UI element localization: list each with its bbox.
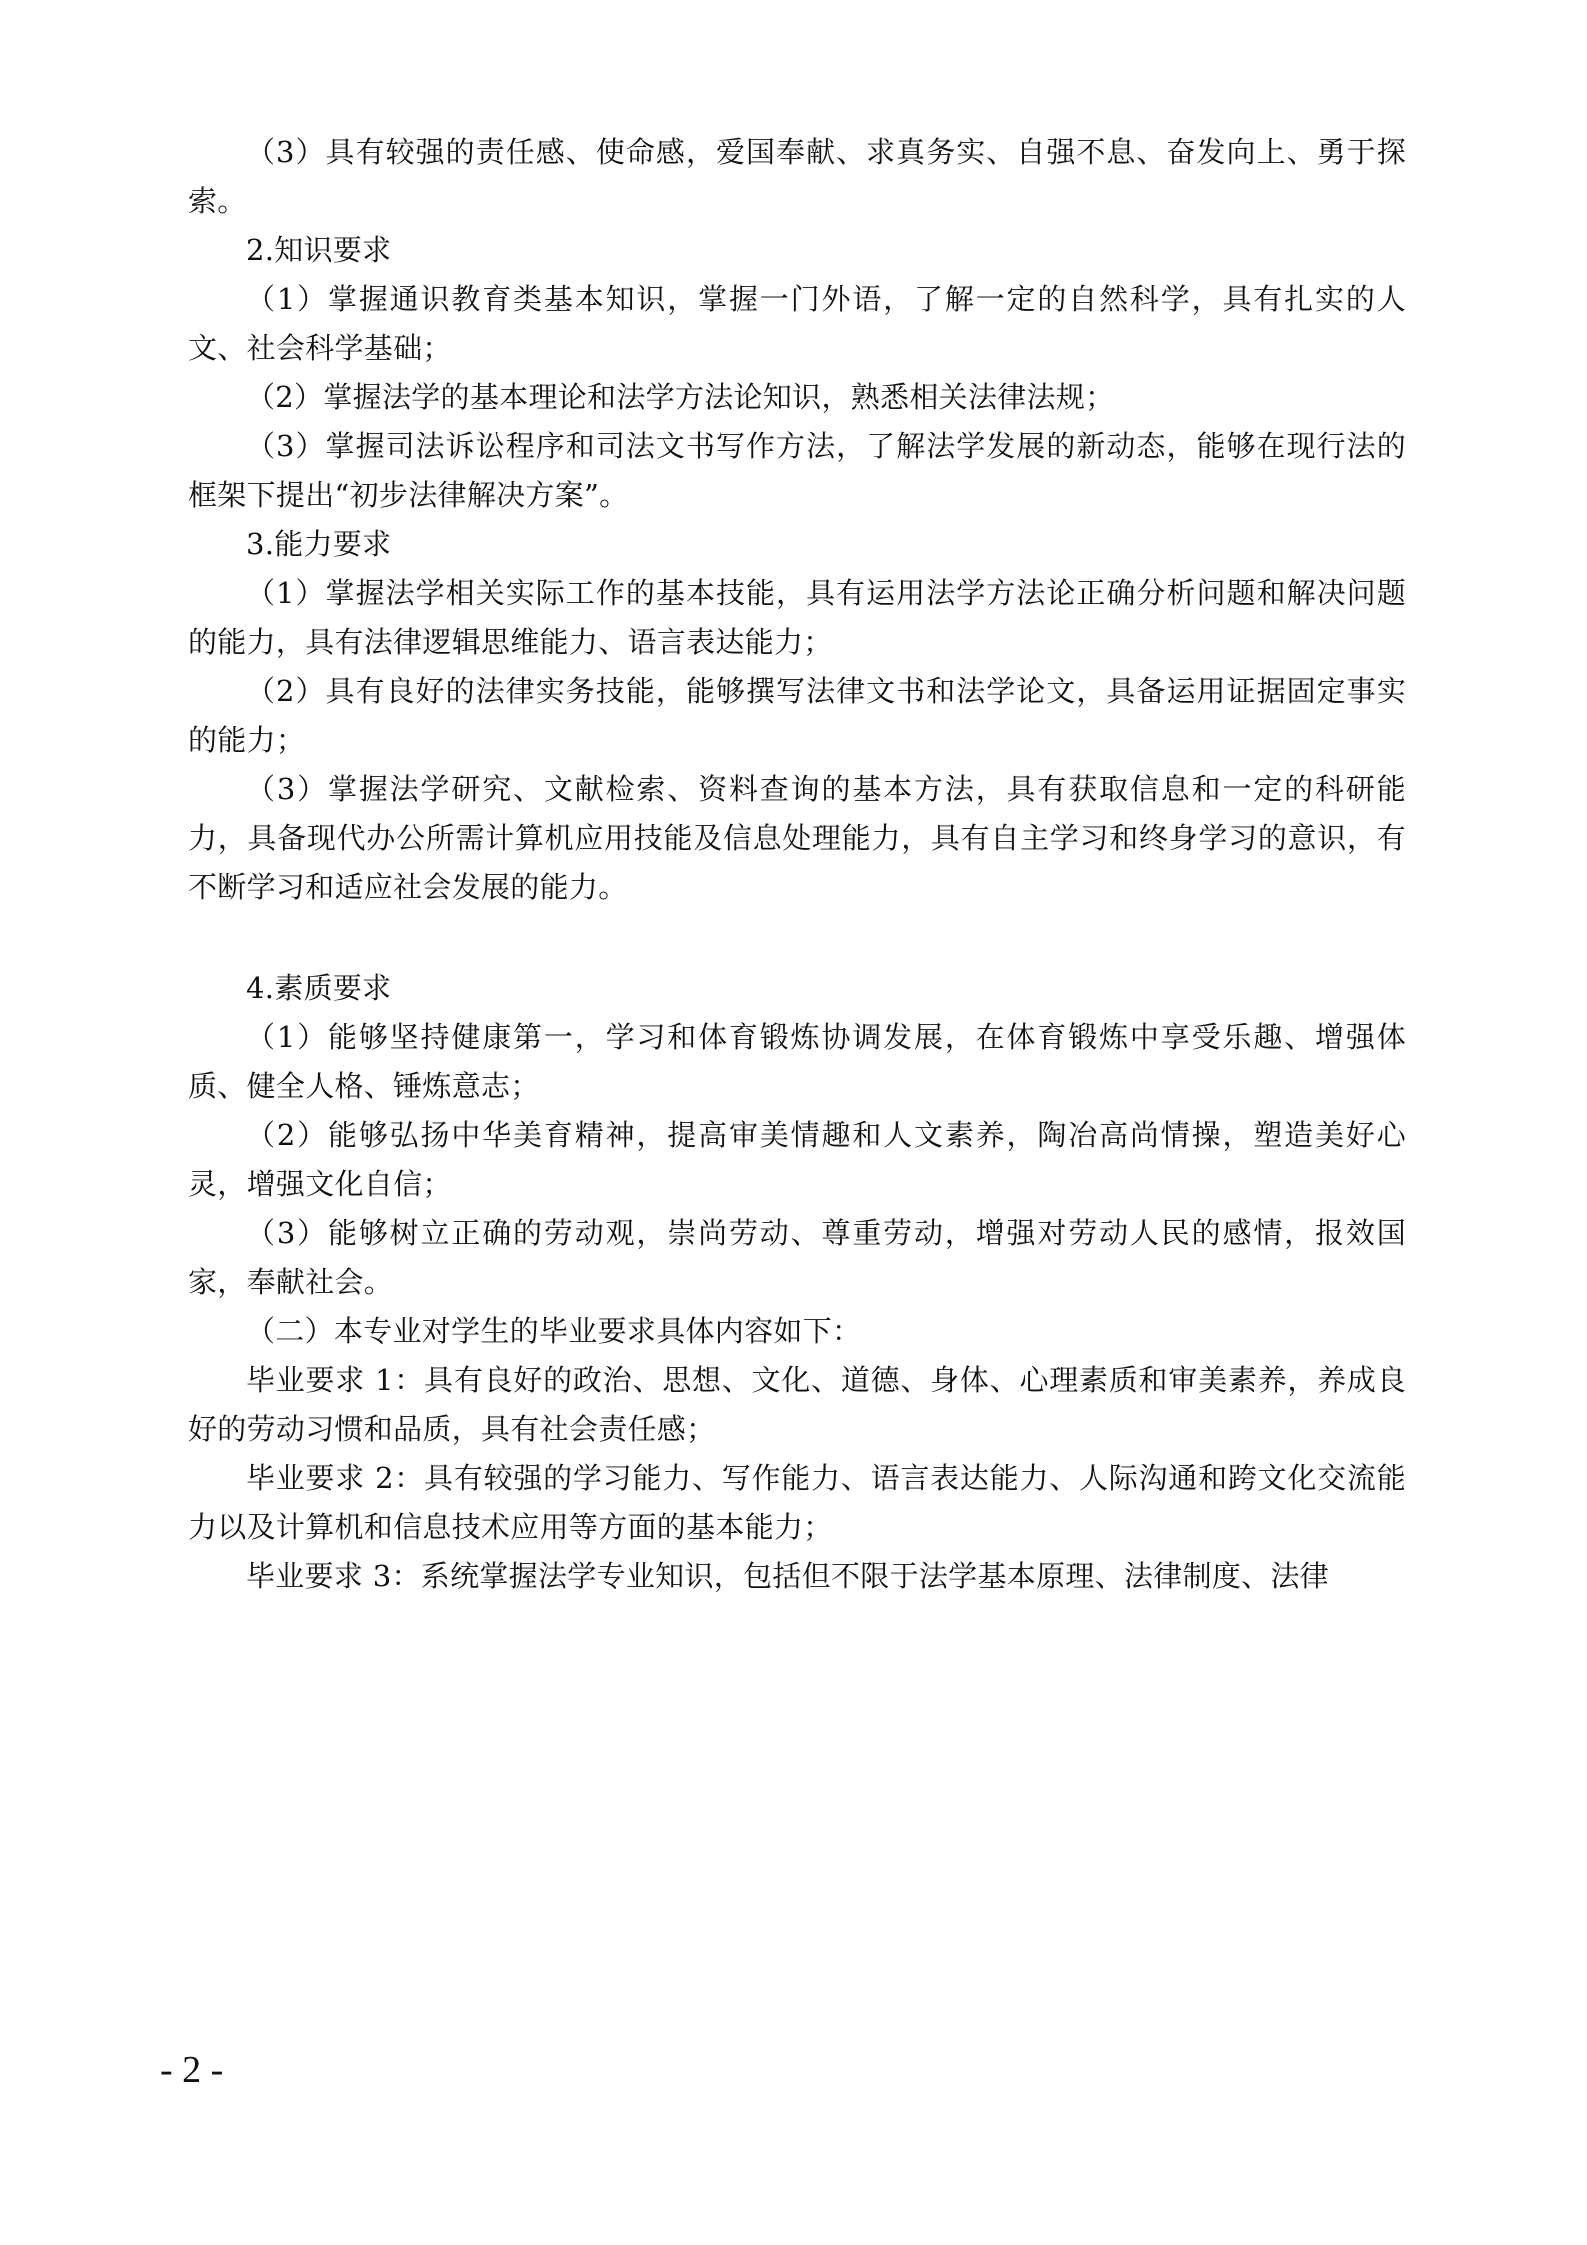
paragraph-knowledge-2: （2）掌握法学的基本理论和法学方法论知识，熟悉相关法律法规； xyxy=(246,380,1115,414)
paragraph-graduation-req-2: 毕业要求 2：具有较强的学习能力、写作能力、语言表达能力、人际沟通和跨文化交流能力以及计算机和信息技术应用等方面的基本能力； xyxy=(188,1461,1406,1544)
paragraph-graduation-intro: （二）本专业对学生的毕业要求具体内容如下： xyxy=(246,1314,862,1348)
paragraph-knowledge-3: （3）掌握司法诉讼程序和司法文书写作方法，了解法学发展的新动态，能够在现行法的框架下提出“初步法律解决方案”。 xyxy=(188,429,1406,512)
paragraph-quality-3: （3）具有较强的责任感、使命感，爱国奉献、求真务实、自强不息、奋发向上、勇于探索。 xyxy=(188,135,1406,218)
paragraph-quality-req-2: （2）能够弘扬中华美育精神，提高审美情趣和人文素养，陶冶高尚情操，塑造美好心灵，增强文化自信； xyxy=(188,1118,1406,1201)
paragraph-ability-2: （2）具有良好的法律实务技能，能够撰写法律文书和法学论文，具备运用证据固定事实的能力； xyxy=(188,674,1406,757)
heading-quality-requirements: 4.素质要求 xyxy=(246,971,392,1005)
blank-gap xyxy=(188,912,1406,964)
paragraph-graduation-req-3: 毕业要求 3：系统掌握法学专业知识，包括但不限于法学基本原理、法律制度、法律 xyxy=(246,1559,1330,1593)
heading-knowledge-requirements: 2.知识要求 xyxy=(246,233,392,267)
page-number: - 2 - xyxy=(160,2049,224,2091)
document-body xyxy=(188,128,1406,1601)
paragraph-ability-1: （1）掌握法学相关实际工作的基本技能，具有运用法学方法论正确分析问题和解决问题的能力，具有法律逻辑思维能力、语言表达能力； xyxy=(188,576,1406,659)
paragraph-graduation-req-1: 毕业要求 1：具有良好的政治、思想、文化、道德、身体、心理素质和审美素养，养成良好的劳动习惯和品质，具有社会责任感； xyxy=(188,1363,1406,1446)
heading-ability-requirements: 3.能力要求 xyxy=(246,527,392,561)
paragraph-quality-req-3: （3）能够树立正确的劳动观，崇尚劳动、尊重劳动，增强对劳动人民的感情，报效国家，奉献社会。 xyxy=(188,1216,1406,1299)
paragraph-ability-3: （3）掌握法学研究、文献检索、资料查询的基本方法，具有获取信息和一定的科研能力，具备现代办公所需计算机应用技能及信息处理能力，具有自主学习和终身学习的意识，有不断学习和适应社会发展的能力。 xyxy=(188,772,1406,904)
paragraph-quality-req-1: （1）能够坚持健康第一，学习和体育锻炼协调发展，在体育锻炼中享受乐趣、增强体质、健全人格、锤炼意志； xyxy=(188,1020,1406,1103)
paragraph-knowledge-1: （1）掌握通识教育类基本知识，掌握一门外语，了解一定的自然科学，具有扎实的人文、社会科学基础； xyxy=(188,282,1406,365)
